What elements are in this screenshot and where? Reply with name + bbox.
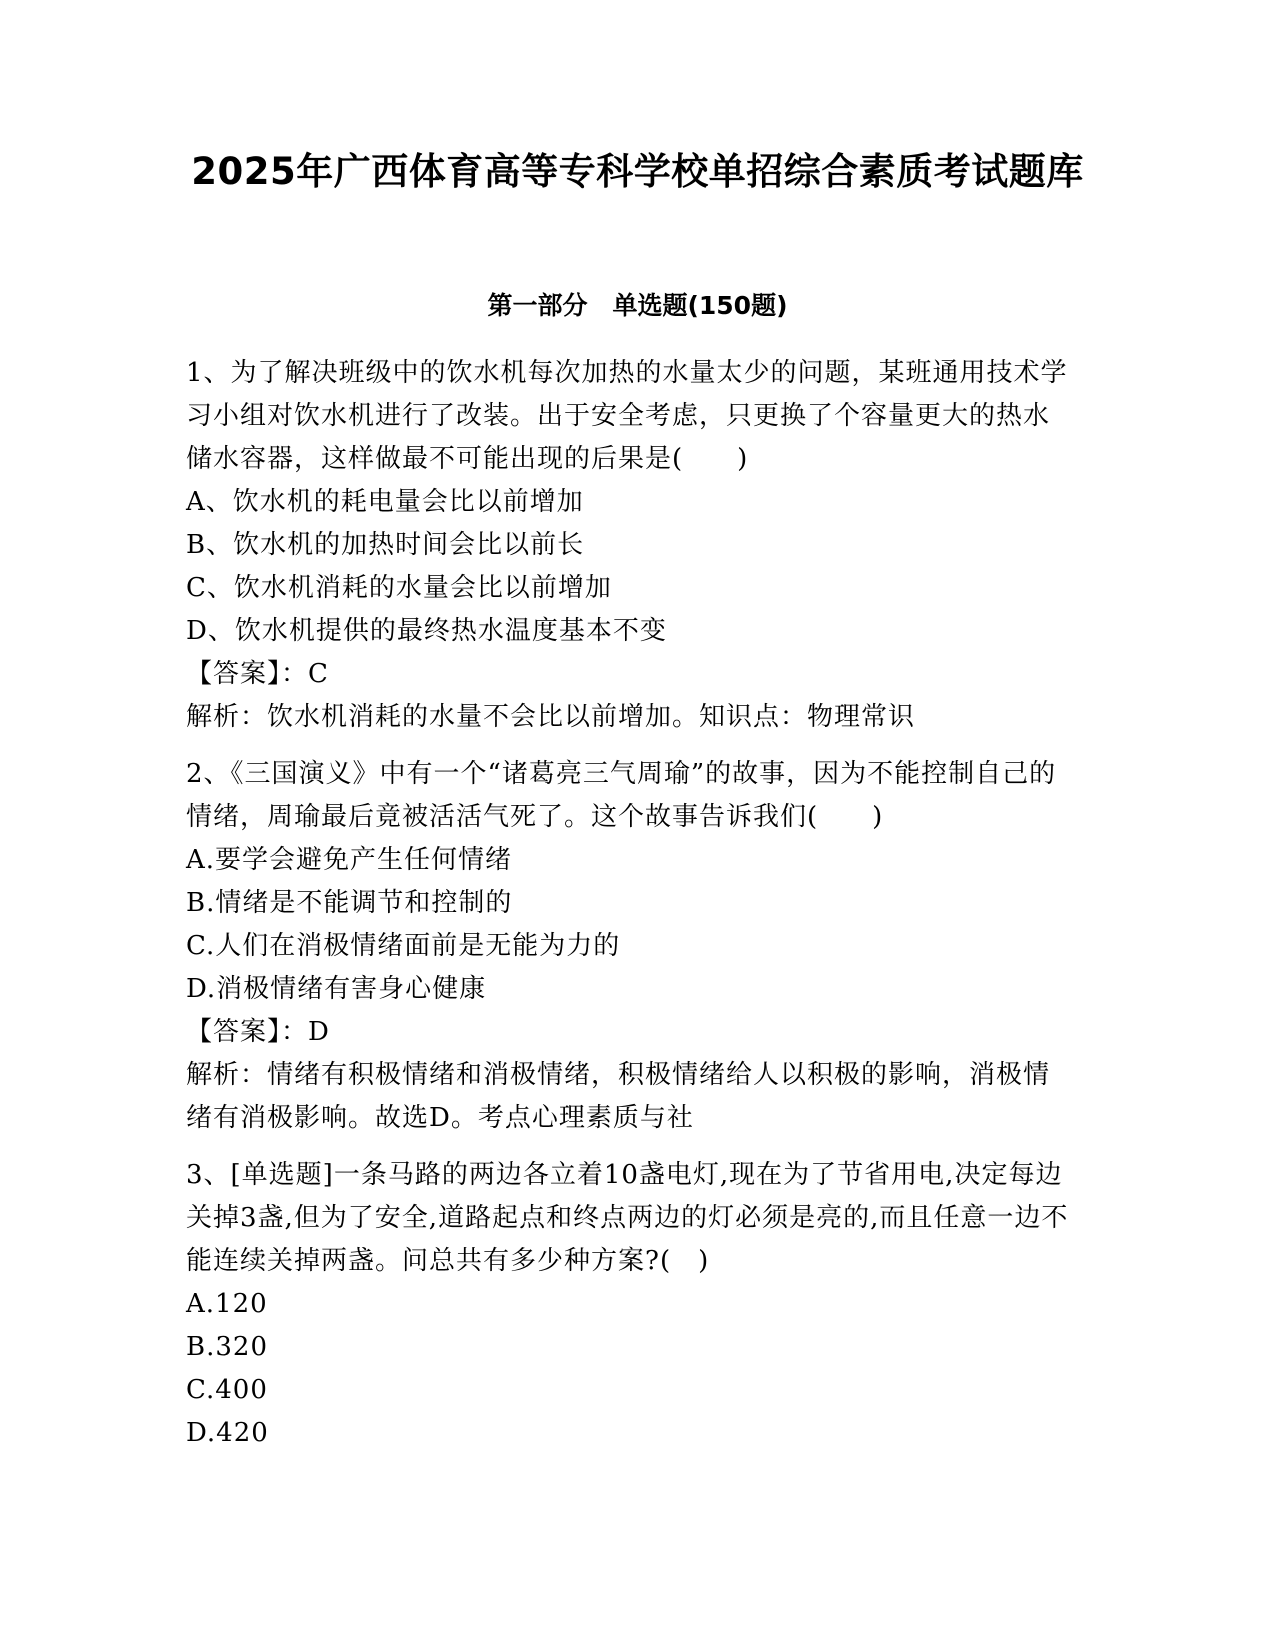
question-list <box>186 352 1076 1469</box>
option-c: C、饮水机消耗的水量会比以前增加 <box>186 573 612 603</box>
option-c: C.人们在消极情绪面前是无能为力的 <box>186 931 621 961</box>
answer-label: 【答案】： <box>186 659 309 689</box>
answer-label: 【答案】： <box>186 1017 309 1047</box>
option-b: B.情绪是不能调节和控制的 <box>186 888 513 918</box>
option-b: B.320 <box>186 1332 268 1362</box>
option-a: A.120 <box>186 1289 268 1319</box>
question-2 <box>186 753 1076 1140</box>
question-stem: 2、《三国演义》中有一个“诸葛亮三气周瑜”的故事，因为不能控制自己的情绪，周瑜最后竟被活活气死了。这个故事告诉我们( ) <box>186 759 1057 832</box>
option-c: C.400 <box>186 1375 268 1405</box>
analysis: 解析：饮水机消耗的水量不会比以前增加。知识点：物理常识 <box>186 702 916 732</box>
question-stem: 1、为了解决班级中的饮水机每次加热的水量太少的问题，某班通用技术学习小组对饮水机进行了改装。出于安全考虑，只更换了个容量更大的热水储水容器，这样做最不可能出现的后果是( ) <box>186 358 1068 474</box>
answer-value: C <box>308 659 329 689</box>
option-b: B、饮水机的加热时间会比以前长 <box>186 530 585 560</box>
option-d: D.消极情绪有害身心健康 <box>186 974 487 1004</box>
answer-value: D <box>308 1017 330 1047</box>
answer-line <box>186 1011 1076 1054</box>
document-title: 2025年广西体育高等专科学校单招综合素质考试题库 <box>191 150 1084 193</box>
option-d: D.420 <box>186 1418 269 1448</box>
question-3 <box>186 1154 1076 1455</box>
section-title: 第一部分 单选题(150题) <box>487 291 788 320</box>
option-d: D、饮水机提供的最终热水温度基本不变 <box>186 616 667 646</box>
question-1 <box>186 352 1076 739</box>
option-a: A、饮水机的耗电量会比以前增加 <box>186 487 584 517</box>
option-a: A.要学会避免产生任何情绪 <box>186 845 513 875</box>
answer-line <box>186 653 1076 696</box>
analysis: 解析：情绪有积极情绪和消极情绪，积极情绪给人以积极的影响，消极情绪有消极影响。故选D。考点心理素质与社 <box>186 1060 1051 1133</box>
question-stem: 3、[单选题]一条马路的两边各立着10盏电灯,现在为了节省用电,决定每边关掉3盏,但为了安全,道路起点和终点两边的灯必须是亮的,而且任意一边不能连续关掉两盏。问总共有多少种方案?( ) <box>186 1160 1069 1276</box>
